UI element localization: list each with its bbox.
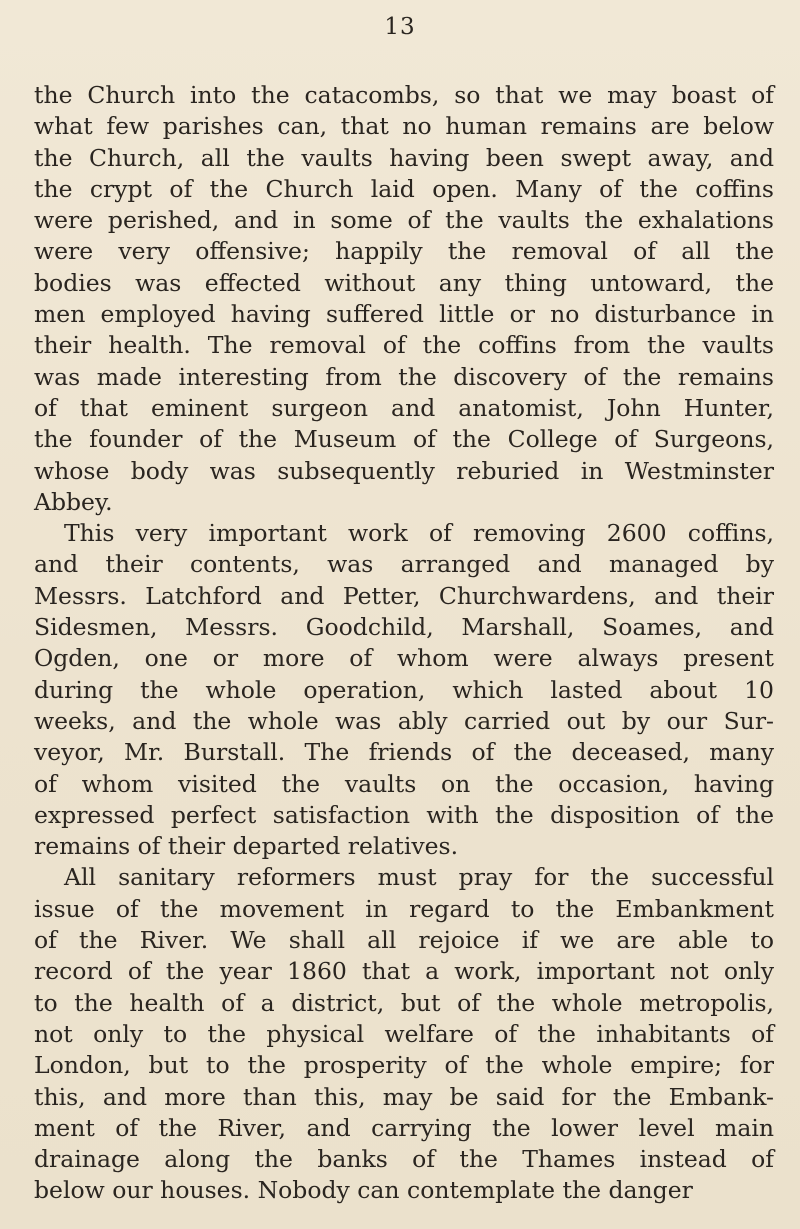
text-line: expressed perfect satisfaction with the disposition of the [34, 800, 774, 829]
paragraph [34, 518, 774, 862]
text-line: whose body was subsequently reburied in Westminster [34, 456, 774, 485]
text-line: drainage along the banks of the Thames instead of [34, 1145, 774, 1174]
text-line: of that eminent surgeon and anatomist, John Hunter, [34, 393, 774, 422]
page-number: 13 [384, 14, 416, 40]
text-line: record of the year 1860 that a work, important not only [34, 957, 774, 986]
text-line: of whom visited the vaults on the occasion, having [34, 769, 774, 798]
body-text [34, 80, 774, 1207]
text-line: were very offensive; happily the removal of all the [34, 237, 774, 266]
text-line: below our houses. Nobody can contemplate the danger [34, 1176, 693, 1205]
text-line: were perished, and in some of the vaults the exhalations [34, 206, 774, 235]
text-line: veyor, Mr. Burstall. The friends of the deceased, many [34, 738, 774, 767]
text-line: what few parishes can, that no human remains are below [34, 112, 774, 141]
text-line: of the River. We shall all rejoice if we are able to [34, 926, 774, 955]
text-line: men employed having suffered little or no disturbance in [34, 300, 774, 329]
text-line: the founder of the Museum of the College of Surgeons, [34, 425, 774, 454]
text-line: weeks, and the whole was ably carried out by our Sur- [34, 706, 774, 735]
text-line: remains of their departed relatives. [34, 832, 459, 861]
text-line: Ogden, one or more of whom were always present [34, 644, 774, 673]
text-line: their health. The removal of the coffins from the vaults [34, 331, 774, 360]
text-line: the Church, all the vaults having been swept away, and [34, 143, 774, 172]
text-line: issue of the movement in regard to the Embankment [34, 894, 774, 923]
text-line: was made interesting from the discovery of the remains [34, 362, 774, 391]
text-line: London, but to the prosperity of the whole empire; for [34, 1051, 774, 1080]
text-line: Abbey. [34, 487, 113, 516]
text-line: All sanitary reformers must pray for the successful [64, 863, 774, 892]
text-line: ment of the River, and carrying the lower level main [34, 1113, 774, 1142]
text-line: to the health of a district, but of the whole metropolis, [34, 988, 774, 1017]
paragraph [34, 862, 774, 1206]
text-line: the crypt of the Church laid open. Many of the coffins [34, 174, 774, 203]
text-line: not only to the physical welfare of the inhabitants of [34, 1019, 774, 1048]
text-line: during the whole operation, which lasted about 10 [34, 675, 774, 704]
paragraph [34, 80, 774, 518]
text-line: this, and more than this, may be said for the Embank- [34, 1082, 774, 1111]
text-line: This very important work of removing 2600 coffins, [64, 519, 774, 548]
text-line: Messrs. Latchford and Petter, Churchwardens, and their [34, 581, 774, 610]
text-line: and their contents, was arranged and managed by [34, 550, 774, 579]
text-line: Sidesmen, Messrs. Goodchild, Marshall, Soames, and [34, 613, 774, 642]
text-line: the Church into the catacombs, so that we may boast of [34, 81, 774, 109]
text-line: bodies was effected without any thing untoward, the [34, 268, 774, 297]
